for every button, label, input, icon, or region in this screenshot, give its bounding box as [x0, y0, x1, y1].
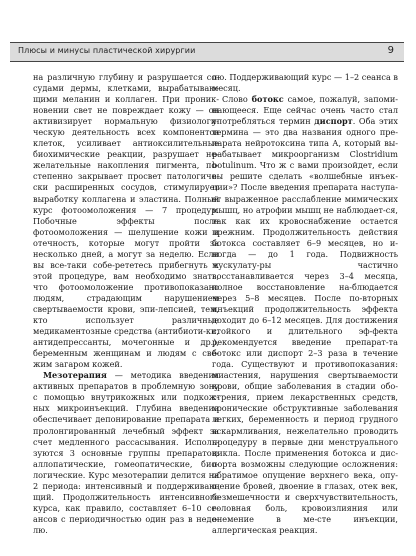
paragraph-mesotherapy — [33, 370, 219, 536]
botox-mid: самое, пожалуй, запоми-нающееся. Еще сейчас очень часто стал употребляться термин — [212, 94, 398, 127]
running-header — [10, 42, 404, 62]
chapter-title: Плюсы и минусы пластической хирургии — [18, 46, 196, 55]
botox-pre: Слово — [222, 94, 252, 105]
term-mesotherapy: Мезотерапия — [43, 370, 107, 381]
botox-post: . Оба этих термина — это два названия одного пре-парата нейротоксина типа А, который вы-рабатывает микроорганизм Clostridium botulinum. Что ж с вами произойдет, если вы решите сделать «волшебные инъек-ции»? После введения препарата наступа-ет выраженное расслабление мимических мышц, но атрофии мышц не наблюдает-ся, так как их кровоснабжение остается прежним. Продолжительность действия ботокса составляет 6–9 месяцев, но и-ногда — до 1 года. Подвижность мускулату-ры частично восстанавливается через 3–4 месяца, полное восстановление на-блюдается через 5–8 месяцев. После по-вторных инъекций продолжительность эффекта доходит до 6–12 месяцев. Для достижения стойкого и длительного эф-фекта рекомендуется введение препарат-та ботокс или диспорт 2–3 раза в течение года. Существуют и противопоказания: миастения, нарушения свертываемости крови, общие заболевания в стадии обо-стрения, прием лекарственных средств, хронические обструктивные заболевания легких, беременность и период грудного вскармливания, нежелательно проводить процедуру в первые дни менструального цикла. После применения ботокса и дис-порта возможны следующие осложнения: обратимое опущение верхнего века, опу-щение бровей, двоение в глазах, отек век, безмешечности и сверхчувствительность, головная боль, кровоизлияния или онемение в ме-сте инъекции, аллергическая реакция. — [212, 116, 398, 535]
term-botox: ботокс — [251, 94, 284, 105]
paragraph-maintenance: лю. Поддерживающий курс — 1–2 сеанса в месяц. — [212, 72, 398, 94]
paragraph-photorejuvenation: на различную глубину и разрушается со-судами дермы, клетками, вырабатываю-щими меланин и коллаген. При проник-новении свет не повреждает кожу — он активизирует нормальную физиологи-ческую деятельность всех компонентов клеток, усиливает антиоксилительные биохимические реакции, разрушает не-желательные накопления пигмента, по-степенно закрывает просвет патологиче-ски расширенных сосудов, стимулирует выработку коллагена и эластина. Полный курс фотоомоложения — 7 процедур. Побочные эффекты после фотоомоложения — шелушение кожи и отечность, которые могут пройти за несколько дней, а могут за неделю. Если вы все-таки собе-рететесь прибегнуть к этой процедуре, вам необходимо знать, что фотоомоложение противопоказано людям, страдающим нарушением свертываемости крови, эпи-лепсией, тем, кто использует различные медикаментозные средства (антибиоти-ки, антидепрессанты, мочегонные и др.), беременным женщинам и людям с све-жим загаром кожей. — [33, 72, 219, 370]
term-disport: диспорт — [314, 116, 353, 127]
left-column — [33, 72, 219, 536]
paragraph-botox — [212, 94, 398, 536]
mesotherapy-text: — методика введения активных препаратов в проблемную зону с помощью внутрикожных или подкож-ных микроинъекций. Глубина введения обеспечивает депонирование препарата и пролонгированный лечебный эффект за счет медленного рассасывания. Исполь-зуются 3 основные группы препаратов: аллопатические, гомеопатические, био-логические. Курс мезотерапии делится на 2 периода: интенсивный и поддерживаю-щий. Продолжительность интенсивного курса, как правило, составляет 6–10 се-ансов с периодичностью один раз в неде-лю. — [33, 370, 219, 535]
page-number: 9 — [387, 45, 394, 56]
right-column — [212, 72, 398, 536]
